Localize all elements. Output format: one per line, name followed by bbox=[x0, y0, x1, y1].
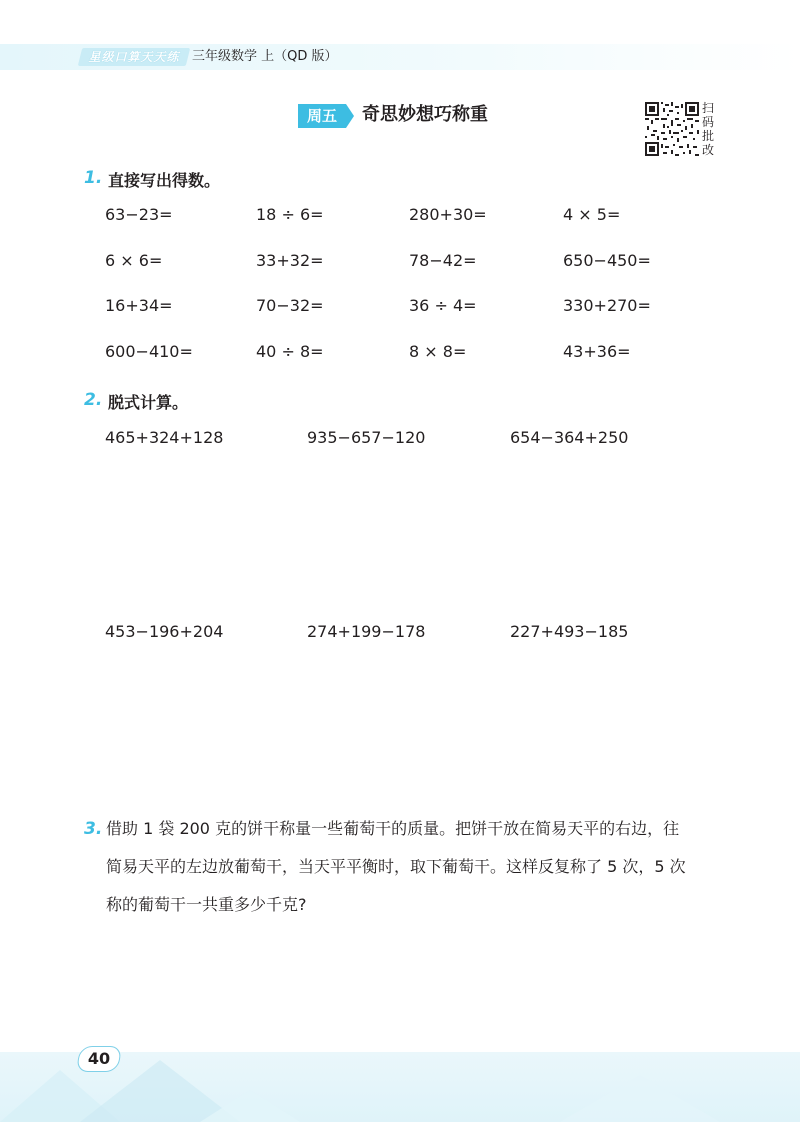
qr-code-icon[interactable] bbox=[645, 102, 699, 156]
mental-math-item: 280+30= bbox=[409, 205, 487, 224]
qr-label: 扫 码 批 改 bbox=[702, 101, 715, 157]
mental-math-item: 8 × 8= bbox=[409, 342, 467, 361]
step-calc-item: 654−364+250 bbox=[510, 428, 629, 447]
mental-math-item: 40 ÷ 8= bbox=[256, 342, 324, 361]
step-calc-item: 274+199−178 bbox=[307, 622, 426, 641]
step-calc-item: 465+324+128 bbox=[105, 428, 224, 447]
page-number: 40 bbox=[76, 1046, 123, 1072]
mental-math-item: 18 ÷ 6= bbox=[256, 205, 324, 224]
mental-math-item: 43+36= bbox=[563, 342, 631, 361]
section-2-number: 2. bbox=[84, 390, 103, 410]
mental-math-item: 78−42= bbox=[409, 251, 477, 270]
section-2-title: 脱式计算。 bbox=[108, 393, 189, 412]
section-3-number: 3. bbox=[84, 819, 103, 839]
mental-math-item: 70−32= bbox=[256, 296, 324, 315]
step-calc-item: 453−196+204 bbox=[105, 622, 224, 641]
mental-math-item: 63−23= bbox=[105, 205, 173, 224]
step-calc-item: 935−657−120 bbox=[307, 428, 426, 447]
section-1-title: 直接写出得数。 bbox=[108, 171, 221, 190]
mental-math-item: 600−410= bbox=[105, 342, 193, 361]
mental-math-item: 36 ÷ 4= bbox=[409, 296, 477, 315]
mental-math-item: 16+34= bbox=[105, 296, 173, 315]
day-badge: 周五 bbox=[298, 104, 346, 128]
step-calc-item: 227+493−185 bbox=[510, 622, 629, 641]
word-problem-line: 借助 1 袋 200 克的饼干称量一些葡萄干的质量。把饼干放在简易天平的右边，往 bbox=[106, 819, 680, 838]
book-subtitle: 三年级数学 上（QD 版） bbox=[192, 49, 338, 64]
word-problem-line: 简易天平的左边放葡萄干，当天平平衡时，取下葡萄干。这样反复称了 5 次，5 次 bbox=[106, 857, 686, 876]
series-name: 星级口算天天练 bbox=[88, 50, 180, 64]
series-tag bbox=[78, 48, 190, 66]
mental-math-item: 330+270= bbox=[563, 296, 651, 315]
word-problem-line: 称的葡萄干一共重多少千克? bbox=[106, 895, 307, 914]
page-title: 奇思妙想巧称重 bbox=[362, 104, 488, 125]
mental-math-item: 4 × 5= bbox=[563, 205, 621, 224]
mental-math-item: 6 × 6= bbox=[105, 251, 163, 270]
section-1-number: 1. bbox=[84, 168, 103, 188]
mental-math-item: 33+32= bbox=[256, 251, 324, 270]
footer-decoration bbox=[0, 1030, 800, 1122]
mental-math-item: 650−450= bbox=[563, 251, 651, 270]
